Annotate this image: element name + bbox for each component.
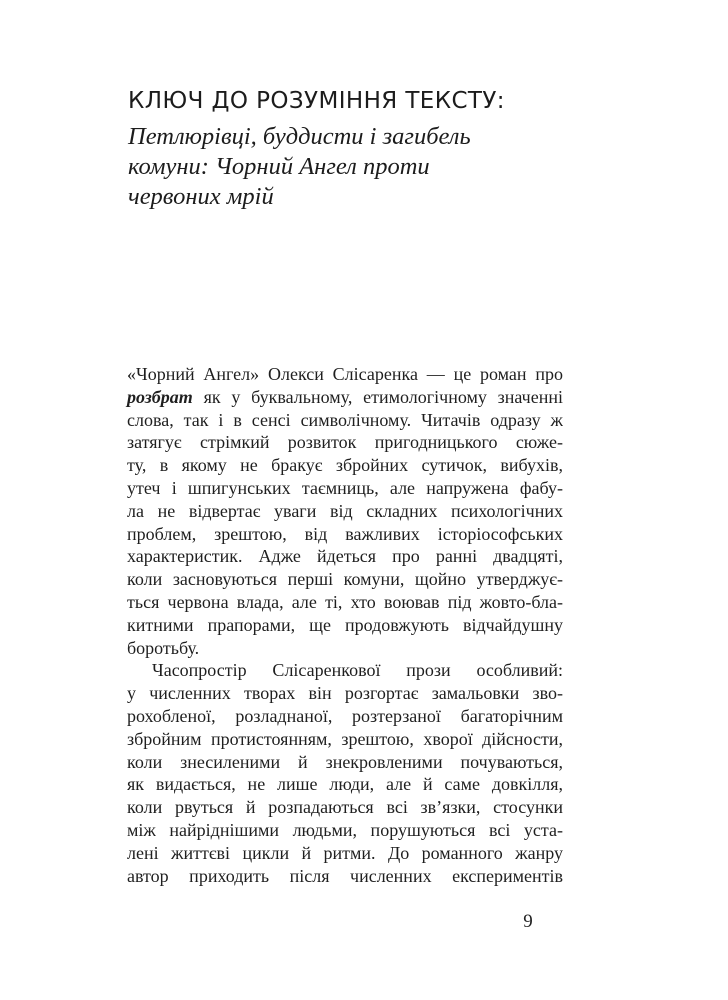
body-line: китними прапорами, ще продовжують відчайдушну — [127, 614, 563, 635]
body-line: у численних творах він розгортає замальовки зво- — [127, 683, 563, 704]
chapter-subtitle — [128, 122, 598, 212]
body-line: ту, в якому не бракує збройних сутичок, вибухів, — [127, 455, 563, 476]
body-line: автор приходить після численних експериментів — [127, 865, 563, 886]
body-line: характеристик. Адже йдеться про ранні двадцяті, — [127, 546, 563, 567]
body-line: ла не відвертає уваги від складних психологічних — [127, 500, 563, 521]
emphasized-word: розбрат — [127, 386, 193, 407]
body-line: розбрат як у буквальному, етимологічному значенні — [127, 386, 563, 407]
body-line: коли знесиленими й знекровленими почуваються, — [127, 751, 563, 772]
body-line: як видається, не лише люди, але й саме довкілля, — [127, 774, 563, 795]
subtitle-line: Петлюрівці, буддисти і загибель — [128, 123, 471, 150]
body-line: ться червона влада, але ті, хто воював під жовто-бла- — [127, 591, 563, 612]
subtitle-line: червоних мрій — [128, 183, 274, 210]
chapter-heading — [128, 86, 598, 212]
subtitle-line: комуни: Чорний Ангел проти — [128, 153, 430, 180]
body-line: між найріднішими людьми, порушуються всі уста- — [127, 819, 563, 840]
body-line: проблем, зрештою, від важливих історіософських — [127, 523, 563, 544]
body-line: рохобленої, розладнаної, розтерзаної багаторічним — [127, 705, 563, 726]
body-line: слова, так і в сенсі символічному. Читачів одразу ж — [127, 409, 563, 430]
chapter-kicker: КЛЮЧ ДО РОЗУМІННЯ ТЕКСТУ: — [128, 88, 505, 114]
body-line: боротьбу. — [127, 637, 200, 658]
body-line: коли засновуються перші комуни, щойно утверджує- — [127, 569, 563, 590]
body-line: затягує стрімкий розвиток пригодницького сюже- — [127, 432, 563, 453]
body-line: коли рвуться й розпадаються всі зв’язки, стосунки — [127, 797, 563, 818]
body-line: лені життєві цикли й ритми. До романного жанру — [127, 842, 563, 863]
page-number: 9 — [523, 911, 533, 932]
body-line: «Чорний Ангел» Олекси Слісаренка — це роман про — [127, 364, 563, 384]
body-text — [127, 363, 563, 887]
body-line: Часопростір Слісаренкової прози особливий: — [152, 660, 563, 681]
body-line: утеч і шпигунських таємниць, але напружена фабу- — [127, 477, 563, 498]
body-line: збройним протистоянням, зрештою, хворої дійсности, — [127, 728, 563, 749]
